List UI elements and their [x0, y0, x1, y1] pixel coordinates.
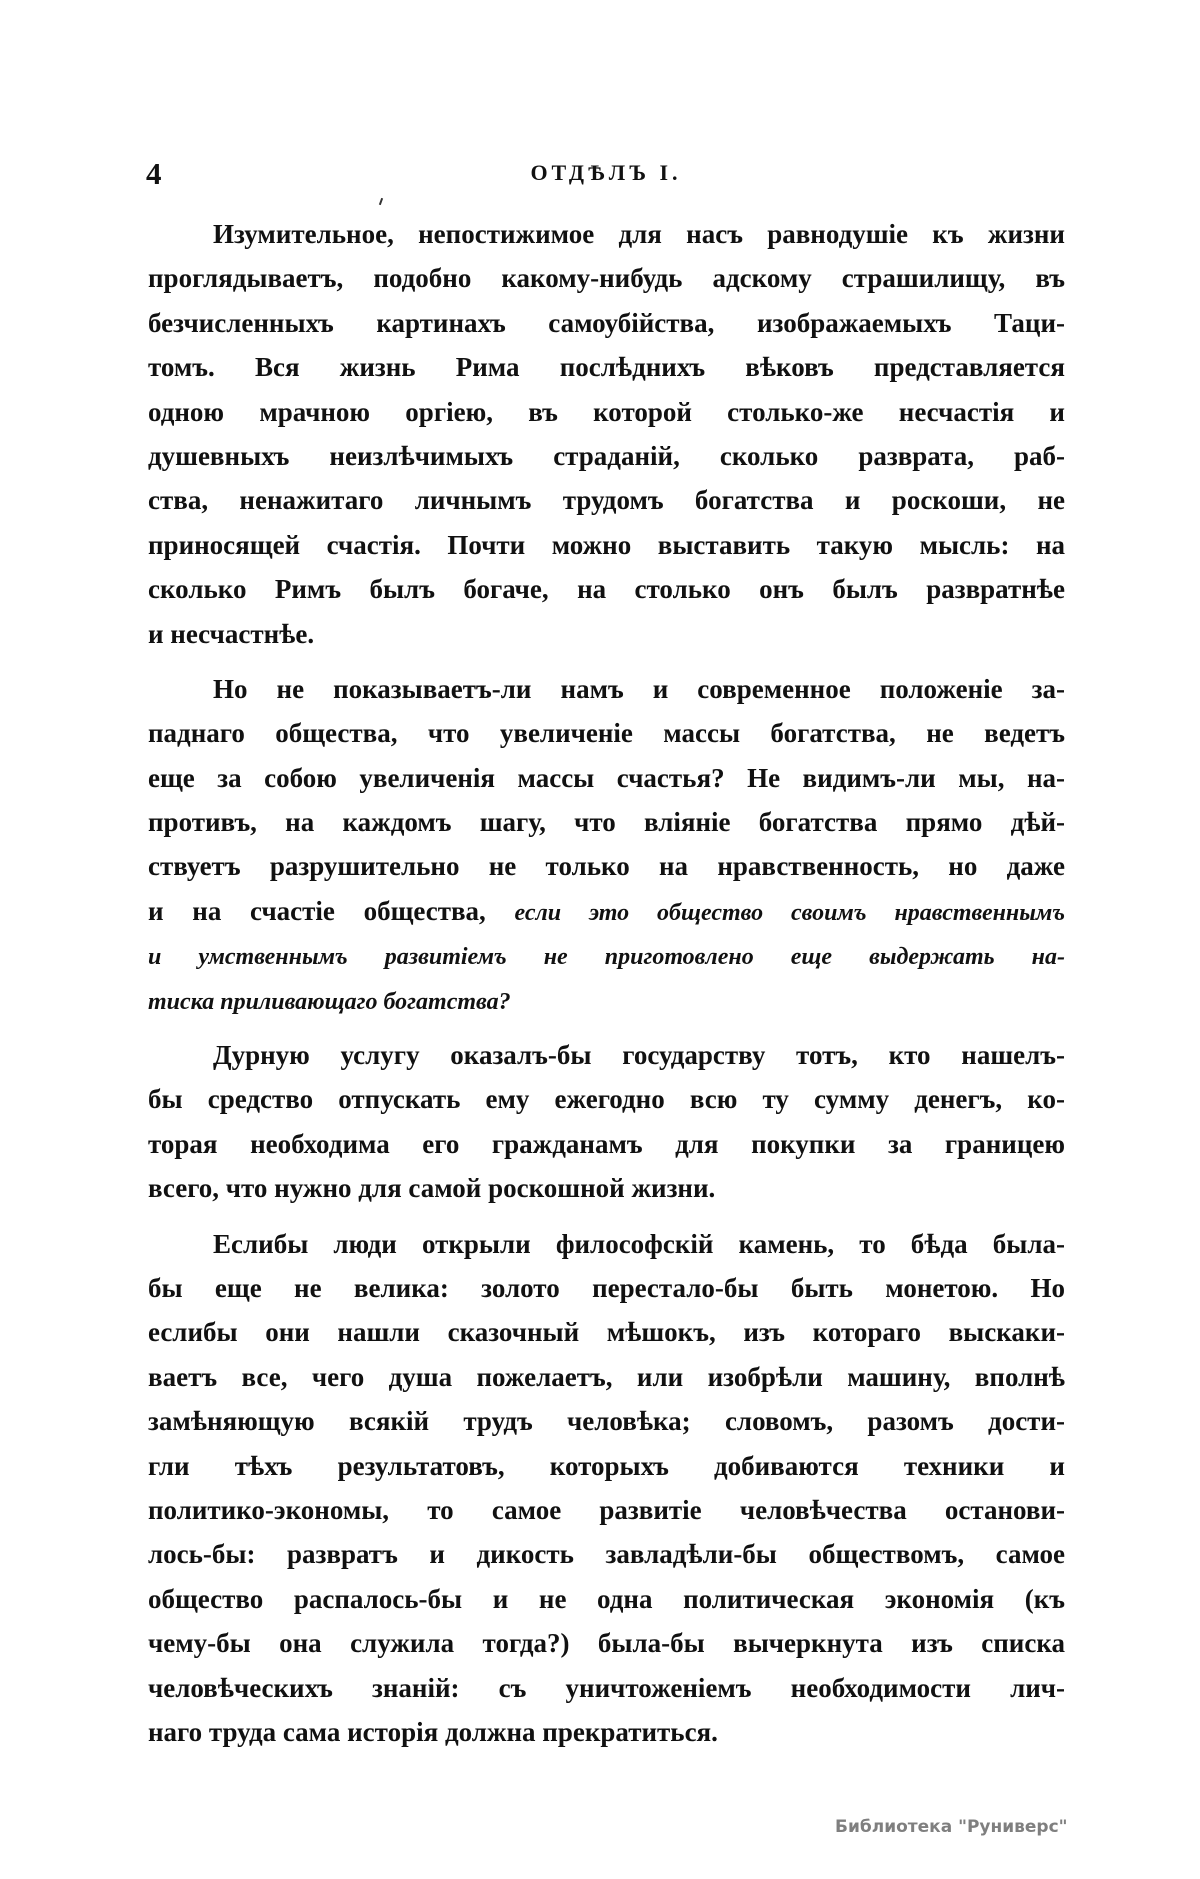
text-line	[148, 933, 1065, 977]
text-line	[148, 889, 1065, 933]
body-text	[148, 212, 1065, 1754]
paragraph	[148, 1033, 1065, 1211]
line-text: ствуетъ разрушительно не только на нравственность, но даже	[148, 851, 1065, 882]
line-text: сколько Римъ былъ богаче, на столько онъ былъ развратнѣе	[148, 574, 1065, 605]
line-text: томъ. Вся жизнь Рима послѣднихъ вѣковъ представляется	[148, 352, 1065, 383]
line-text: приносящей счастія. Почти можно выставить такую мысль: на	[148, 529, 1065, 560]
text-line	[148, 1310, 1065, 1354]
page-number: 4	[146, 156, 162, 191]
line-text: еслибы они нашли сказочный мѣшокъ, изъ котораго выскаки-	[148, 1317, 1065, 1348]
text-line	[148, 1222, 1065, 1266]
text-line	[148, 1077, 1065, 1121]
paragraph	[148, 1222, 1065, 1755]
text-line	[148, 1710, 1065, 1754]
italic-line-text: и умственнымъ развитіемъ не приготовлено еще выдержать на-	[148, 944, 1065, 971]
italic-line-text: тиска приливающаго богатства?	[148, 988, 511, 1015]
line-text: общество распалось-бы и не одна политическая экономія (къ	[148, 1583, 1065, 1614]
text-line	[148, 478, 1065, 522]
library-watermark: Библиотека "Руниверс"	[835, 1817, 1068, 1837]
line-text: человѣческихъ знаній: съ уничтоженіемъ необходимости лич-	[148, 1672, 1065, 1703]
text-line	[148, 844, 1065, 888]
text-line	[148, 1488, 1065, 1532]
line-text: чему-бы она служила тогда?) была-бы вычеркнута изъ списка	[148, 1628, 1065, 1659]
line-text: паднаго общества, что увеличеніе массы богатства, не ведетъ	[148, 718, 1065, 749]
text-line	[148, 345, 1065, 389]
text-line	[148, 1266, 1065, 1310]
line-text: Еслибы люди открыли философскій камень, то бѣда была-	[213, 1228, 1065, 1259]
text-line	[148, 711, 1065, 755]
line-text: противъ, на каждомъ шагу, что вліяніе богатства прямо дѣй-	[148, 807, 1065, 838]
line-text: еще за собою увеличенія массы счастья? Не видимъ-ли мы, на-	[148, 762, 1065, 793]
line-text: Но не показываетъ-ли намъ и современное положеніе за-	[213, 673, 1065, 704]
text-line	[148, 1122, 1065, 1166]
line-text: лось-бы: развратъ и дикость завладѣли-бы обществомъ, самое	[148, 1539, 1065, 1570]
paragraph	[148, 212, 1065, 656]
line-text: политико-экономы, то самое развитіе человѣчества останови-	[148, 1494, 1065, 1525]
scan-speck	[379, 198, 383, 205]
text-line	[148, 301, 1065, 345]
line-text: ваетъ все, чего душа пожелаетъ, или изобрѣли машину, вполнѣ	[148, 1361, 1065, 1392]
line-text: бы средство отпускать ему ежегодно всю ту сумму денегъ, ко-	[148, 1084, 1065, 1115]
line-text: гли тѣхъ результатовъ, которыхъ добиваются техники и	[148, 1450, 1065, 1481]
line-text: одною мрачною оргіею, въ которой столько-же несчастія и	[148, 396, 1065, 427]
text-line	[148, 212, 1065, 256]
text-line	[148, 1621, 1065, 1665]
line-text: безчисленныхъ картинахъ самоубійства, изображаемыхъ Таци-	[148, 307, 1065, 338]
text-line	[148, 800, 1065, 844]
text-line	[148, 667, 1065, 711]
text-line	[148, 1399, 1065, 1443]
line-text: Изумительное, непостижимое для насъ равнодушіе къ жизни	[213, 219, 1065, 249]
text-line	[148, 1666, 1065, 1710]
text-line	[148, 390, 1065, 434]
text-line	[148, 256, 1065, 300]
line-text: Дурную услугу оказалъ-бы государству тотъ, кто нашелъ-	[213, 1040, 1065, 1071]
line-text: и несчастнѣе.	[148, 618, 315, 649]
text-line	[148, 1355, 1065, 1399]
text-line	[148, 567, 1065, 611]
line-text: душевныхъ неизлѣчимыхъ страданій, сколько разврата, раб-	[148, 440, 1065, 471]
text-line	[148, 1532, 1065, 1576]
running-head: ОТДѢЛЪ I.	[530, 160, 682, 185]
line-text: бы еще не велика: золото перестало-бы быть монетою. Но	[148, 1272, 1065, 1303]
text-line	[148, 756, 1065, 800]
text-line	[148, 1166, 1065, 1210]
text-line	[148, 978, 1065, 1022]
line-text: проглядываетъ, подобно какому-нибудь адскому страшилищу, въ	[148, 263, 1065, 294]
line-text: и на счастіе общества,	[148, 895, 515, 926]
text-line	[148, 434, 1065, 478]
text-line	[148, 1577, 1065, 1621]
text-line	[148, 523, 1065, 567]
line-text: торая необходима его гражданамъ для покупки за границею	[148, 1128, 1065, 1159]
line-text: всего, что нужно для самой роскошной жизни.	[148, 1173, 716, 1204]
italic-line-text: если это общество своимъ нравственнымъ	[514, 899, 1065, 926]
line-text: ства, ненажитаго личнымъ трудомъ богатства и роскоши, не	[148, 485, 1065, 516]
paragraph	[148, 667, 1065, 1022]
line-text: наго труда сама исторія должна прекратиться.	[148, 1716, 718, 1747]
text-line	[148, 1444, 1065, 1488]
line-text: замѣняющую всякій трудъ человѣка; словомъ, разомъ дости-	[148, 1406, 1065, 1437]
text-line	[148, 612, 1065, 656]
text-line	[148, 1033, 1065, 1077]
